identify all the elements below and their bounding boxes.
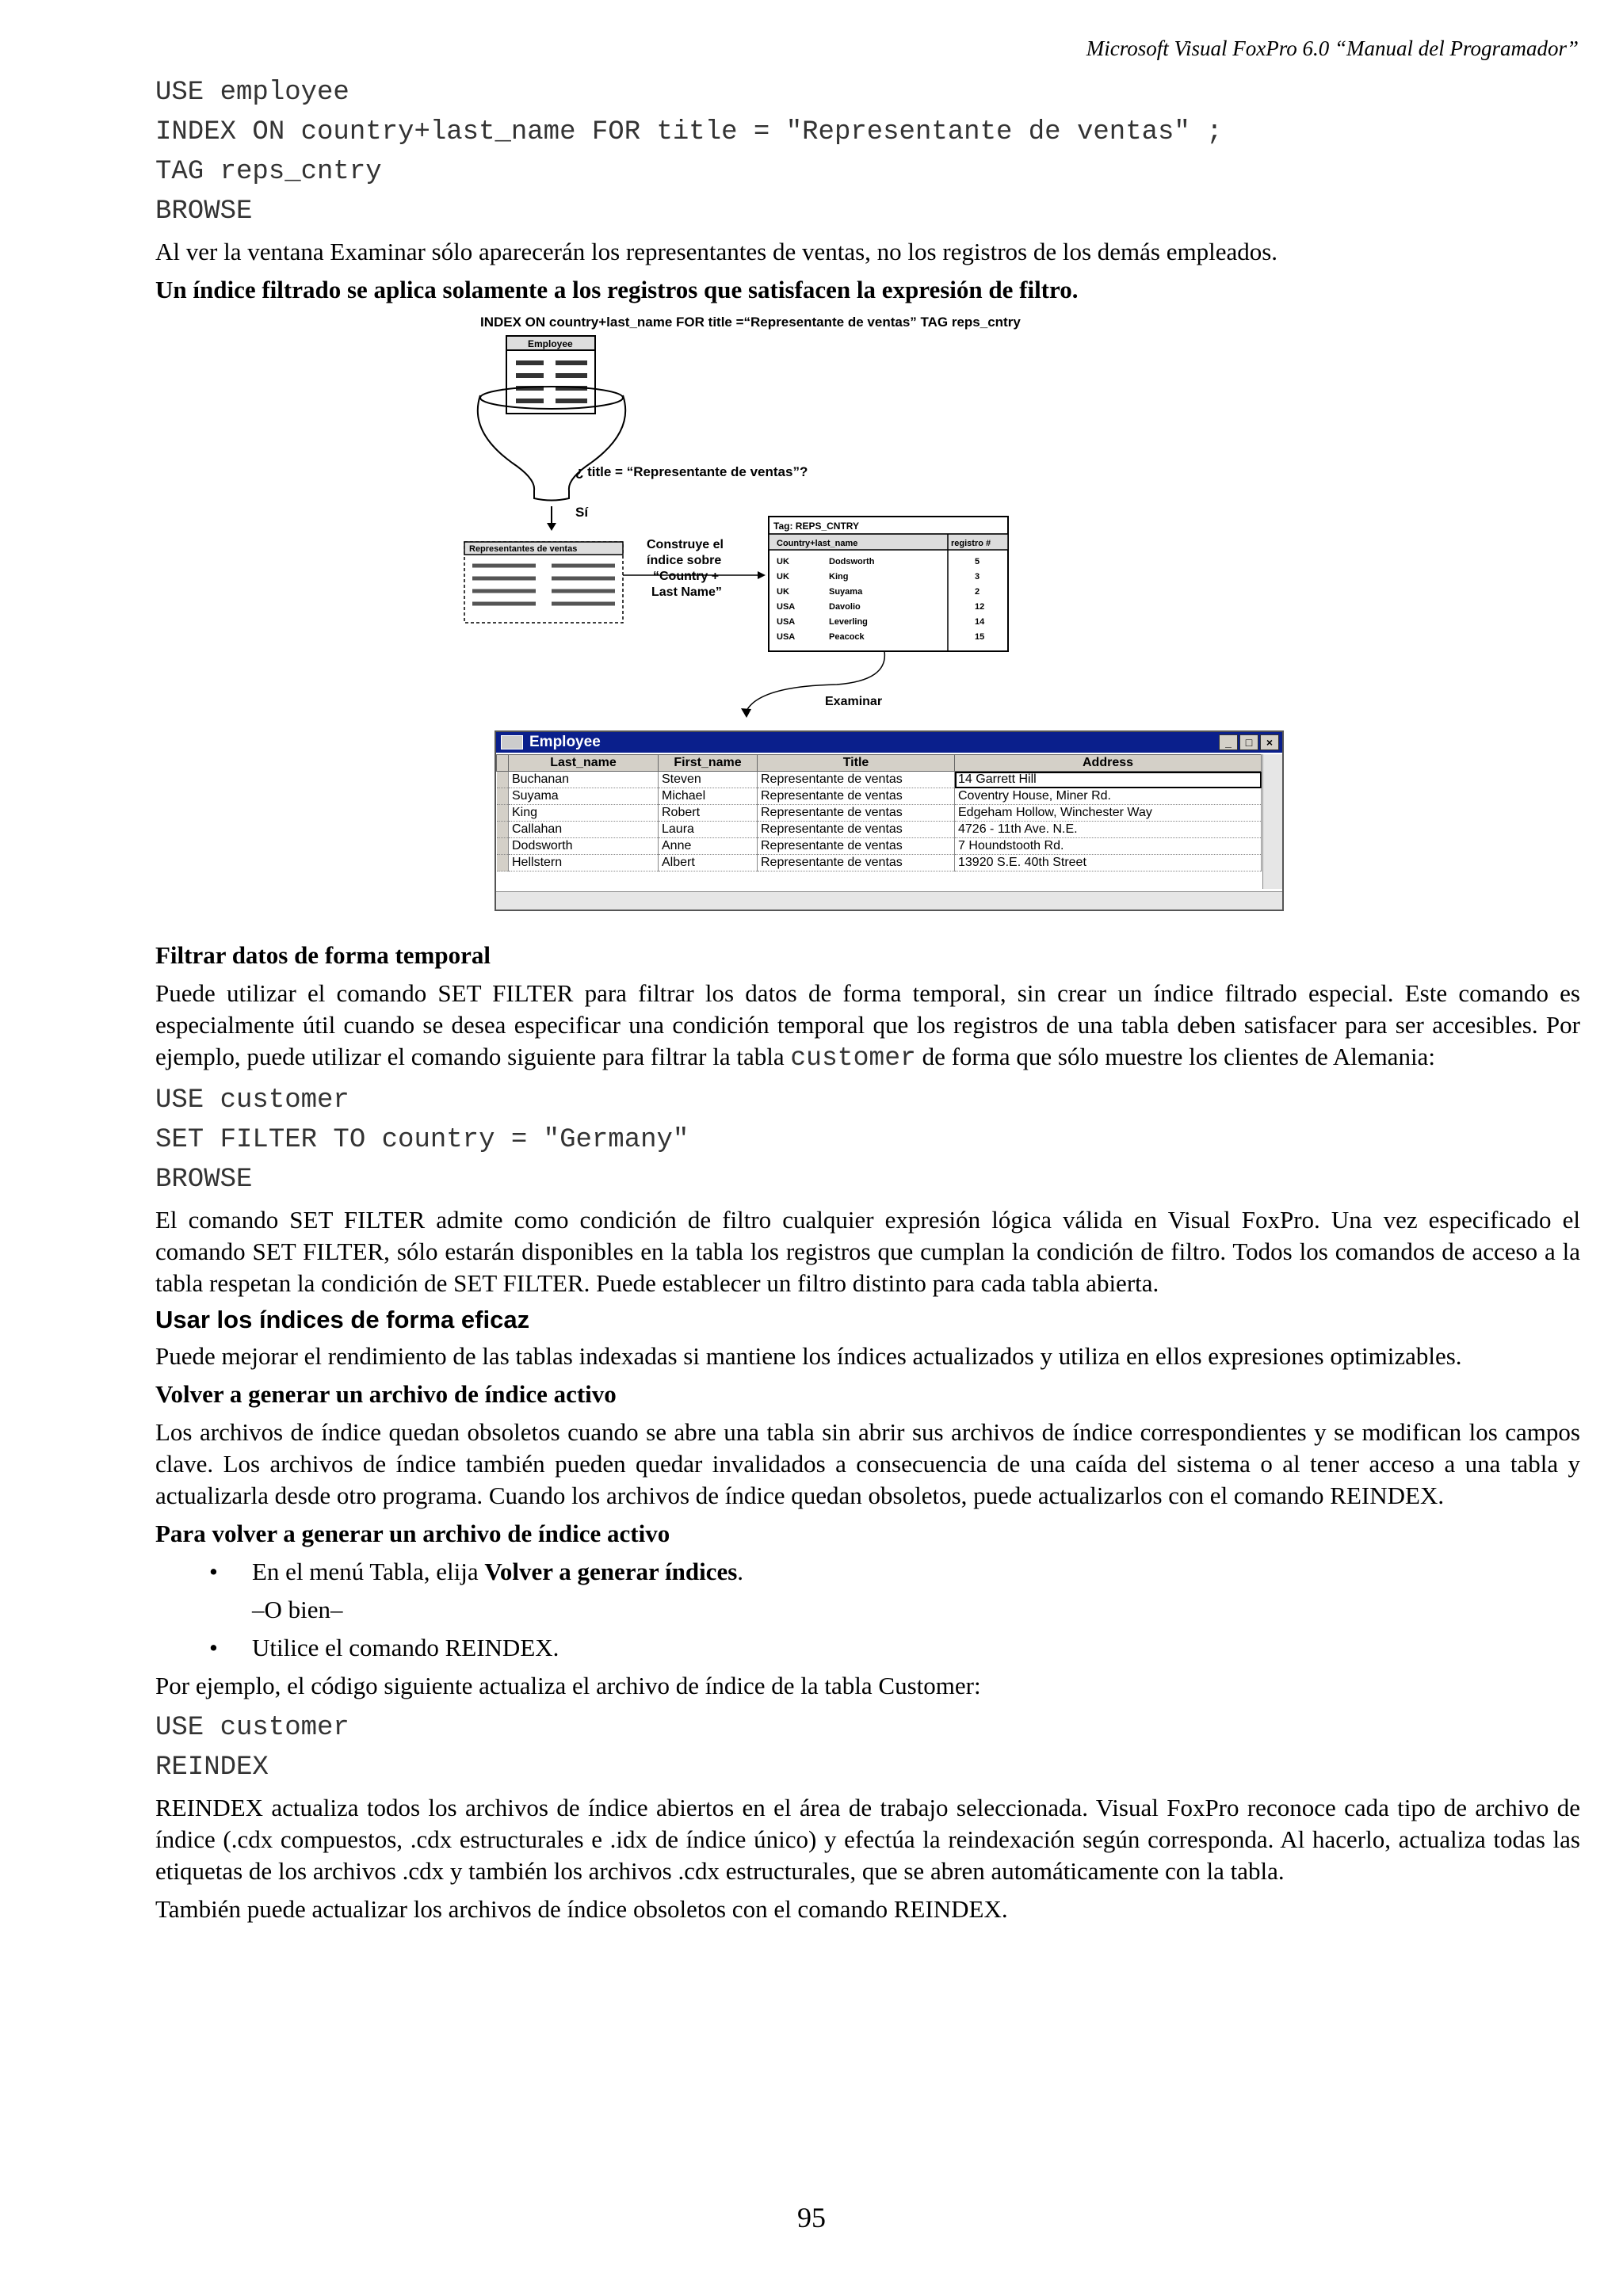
svg-text:UK: UK — [777, 587, 789, 597]
table-cell[interactable]: Representante de ventas — [758, 772, 955, 788]
code-line: SET FILTER TO country = "Germany" — [155, 1125, 689, 1155]
or-separator: –O bien– — [252, 1596, 343, 1623]
table-cell[interactable]: Callahan — [509, 822, 659, 838]
maximize-icon[interactable]: □ — [1239, 734, 1258, 750]
table-cell[interactable]: 14 Garrett Hill — [955, 772, 1262, 788]
browse-title-bar — [496, 732, 1282, 753]
table-cell[interactable]: Robert — [659, 805, 758, 822]
paragraph: Al ver la ventana Examinar sólo aparecerán los representantes de ventas, no los registros de los demás empleados. — [155, 238, 1278, 265]
list-item: • En el menú Tabla, elija Volver a generar índices. — [155, 1556, 1580, 1588]
table-cell[interactable]: Buchanan — [509, 772, 659, 788]
vertical-scrollbar[interactable] — [1262, 754, 1282, 889]
code-line: BROWSE — [155, 196, 253, 227]
svg-text:USA: USA — [777, 632, 796, 642]
yes-label: Sí — [575, 505, 589, 520]
svg-text:King: King — [829, 572, 849, 582]
code-line: USE customer — [155, 1085, 349, 1116]
paragraph: Puede utilizar el comando SET FILTER para filtrar los datos de forma temporal, sin crear un índice filtrado especial. Este comando es especialmente útil cuando se desea especificar una condición temporal que los registros de una tabla deben satisfacer para ser accesibles. Por ejemplo, puede utilizar el comando siguiente para filtrar la tabla customer de forma que sólo muestre los clientes de Alemania: — [155, 979, 1580, 1073]
figure-command: INDEX ON country+last_name FOR title =“Representante de ventas” TAG reps_cntry — [480, 315, 1021, 330]
svg-text:3: 3 — [975, 572, 980, 582]
table-cell[interactable]: Coventry House, Miner Rd. — [955, 788, 1262, 805]
paragraph: Puede mejorar el rendimiento de las tablas indexadas si mantiene los índices actualizados y utiliza en ellos expresiones optimizables. — [155, 1342, 1462, 1370]
svg-text:USA: USA — [777, 602, 796, 612]
table-cell[interactable]: Edgeham Hollow, Winchester Way — [955, 805, 1262, 822]
table-row[interactable] — [497, 772, 1262, 788]
running-header: Microsoft Visual FoxPro 6.0 “Manual del Programador” — [1086, 36, 1579, 60]
section-heading: Filtrar datos de forma temporal — [155, 941, 491, 969]
table-cell[interactable]: King — [509, 805, 659, 822]
bold-paragraph: Un índice filtrado se aplica solamente a los registros que satisfacen la expresión de filtro. — [155, 276, 1079, 303]
row-selector[interactable] — [497, 838, 509, 855]
employee-table-label: Employee — [528, 338, 573, 349]
svg-text:15: 15 — [975, 632, 985, 642]
close-icon[interactable]: × — [1260, 734, 1279, 750]
minimize-icon[interactable]: _ — [1219, 734, 1238, 750]
code-block-1 — [155, 73, 1580, 231]
table-cell[interactable]: 13920 S.E. 40th Street — [955, 855, 1262, 871]
table-cell[interactable]: Anne — [659, 838, 758, 855]
table-cell[interactable]: Laura — [659, 822, 758, 838]
code-line: TAG reps_cntry — [155, 157, 382, 187]
code-block-2 — [155, 1081, 1580, 1199]
page-content — [155, 73, 1580, 1932]
column-header[interactable]: Last_name — [509, 755, 659, 772]
browse-grid — [496, 754, 1262, 871]
list-item: • Utilice el comando REINDEX. — [155, 1632, 1580, 1664]
section-heading: Volver a generar un archivo de índice activo — [155, 1380, 617, 1408]
svg-text:Davolio: Davolio — [829, 602, 861, 612]
table-cell[interactable]: Representante de ventas — [758, 838, 955, 855]
system-menu-icon[interactable] — [501, 735, 523, 749]
reps-table-label: Representantes de ventas — [469, 544, 578, 554]
column-header[interactable]: First_name — [659, 755, 758, 772]
svg-text:5: 5 — [975, 557, 980, 566]
code-block-3 — [155, 1708, 1580, 1787]
table-cell[interactable]: Representante de ventas — [758, 788, 955, 805]
paragraph: Los archivos de índice quedan obsoletos cuando se abre una tabla sin abrir sus archivos de índice correspondientes y se modifican los campos clave. Los archivos de índice también pueden quedar invalidados a consecuencia de una caída del sistema o al tener acceso a una tabla y actualizarla desde otro programa. Cuando los archivos de índice quedan obsoletos, puede actualizarlos con el comando REINDEX. — [155, 1418, 1580, 1509]
window-controls — [1219, 734, 1279, 750]
row-selector[interactable] — [497, 822, 509, 838]
table-row[interactable] — [497, 805, 1262, 822]
svg-text:Suyama: Suyama — [829, 587, 863, 597]
column-header[interactable]: Address — [955, 755, 1262, 772]
code-line: USE employee — [155, 78, 349, 108]
svg-text:Dodsworth: Dodsworth — [829, 557, 875, 566]
table-cell[interactable]: Hellstern — [509, 855, 659, 871]
paragraph: REINDEX actualiza todos los archivos de índice abiertos en el área de trabajo seleccionada. Visual FoxPro reconoce cada tipo de archivo de índice (.cdx compuestos, .cdx estructurales e .idx de índice único) y efectúa la reindexación según corresponda. Al hacerlo, actualiza todas las etiquetas de los archivos .cdx y también los archivos .cdx estructurales, que se abren automáticamente con la tabla. — [155, 1794, 1580, 1885]
table-row[interactable] — [497, 838, 1262, 855]
paragraph: Por ejemplo, el código siguiente actualiza el archivo de índice de la tabla Customer: — [155, 1672, 981, 1699]
paragraph: También puede actualizar los archivos de índice obsoletos con el comando REINDEX. — [155, 1895, 1008, 1923]
table-cell[interactable]: Representante de ventas — [758, 855, 955, 871]
filter-question: ¿ title = “Representante de ventas”? — [575, 464, 808, 479]
table-cell[interactable]: Albert — [659, 855, 758, 871]
filtered-index-figure — [155, 312, 1580, 930]
row-selector-header — [497, 755, 509, 772]
table-cell[interactable]: Michael — [659, 788, 758, 805]
section-heading: Usar los índices de forma eficaz — [155, 1306, 530, 1333]
column-header[interactable]: Title — [758, 755, 955, 772]
bullet-icon: • — [209, 1558, 218, 1585]
table-row[interactable] — [497, 788, 1262, 805]
procedure-heading: Para volver a generar un archivo de índice activo — [155, 1520, 670, 1547]
svg-text:2: 2 — [975, 587, 980, 597]
svg-text:UK: UK — [777, 572, 789, 582]
svg-text:USA: USA — [777, 617, 796, 627]
row-selector[interactable] — [497, 788, 509, 805]
table-cell[interactable]: Representante de ventas — [758, 822, 955, 838]
table-cell[interactable]: Suyama — [509, 788, 659, 805]
svg-text:UK: UK — [777, 557, 789, 566]
build-index-label: Construye el índice sobre “Country + Last Name” — [647, 538, 724, 599]
paragraph: El comando SET FILTER admite como condición de filtro cualquier expresión lógica válida en Visual FoxPro. Una vez especificado el comando SET FILTER, sólo estarán disponibles en la tabla los registros que cumplan la condición de filtro. Todos los comandos de acceso a la tabla respetan la condición de SET FILTER. Puede establecer un filtro distinto para cada tabla abierta. — [155, 1206, 1580, 1297]
table-row[interactable] — [497, 855, 1262, 871]
code-line: INDEX ON country+last_name FOR title = "Representante de ventas" ; — [155, 117, 1223, 147]
table-cell[interactable]: Steven — [659, 772, 758, 788]
row-selector[interactable] — [497, 772, 509, 788]
svg-text:12: 12 — [975, 602, 985, 612]
code-line: REINDEX — [155, 1753, 269, 1783]
browse-window-title: Employee — [529, 734, 601, 750]
page-number: 95 — [797, 2202, 826, 2233]
bullet-icon: • — [209, 1634, 218, 1661]
table-cell[interactable]: Dodsworth — [509, 838, 659, 855]
svg-text:Peacock: Peacock — [829, 632, 865, 642]
code-line: USE customer — [155, 1713, 349, 1743]
table-cell[interactable]: Representante de ventas — [758, 805, 955, 822]
svg-text:14: 14 — [975, 617, 985, 627]
inline-code: customer — [790, 1043, 916, 1073]
tag-name: Tag: REPS_CNTRY — [773, 521, 860, 532]
grid-header-row — [497, 755, 1262, 772]
svg-text:Leverling: Leverling — [829, 617, 868, 627]
table-cell[interactable]: 7 Houndstooth Rd. — [955, 838, 1262, 855]
horizontal-scrollbar[interactable] — [496, 891, 1282, 910]
tag-col-key: Country+last_name — [777, 539, 858, 548]
row-selector[interactable] — [497, 805, 509, 822]
table-row[interactable] — [497, 822, 1262, 838]
row-selector[interactable] — [497, 855, 509, 871]
code-line: BROWSE — [155, 1165, 253, 1195]
tag-col-record: registro # — [951, 539, 991, 548]
table-cell[interactable]: 4726 - 11th Ave. N.E. — [955, 822, 1262, 838]
browse-window — [495, 730, 1284, 911]
examinar-label: Examinar — [825, 695, 883, 708]
